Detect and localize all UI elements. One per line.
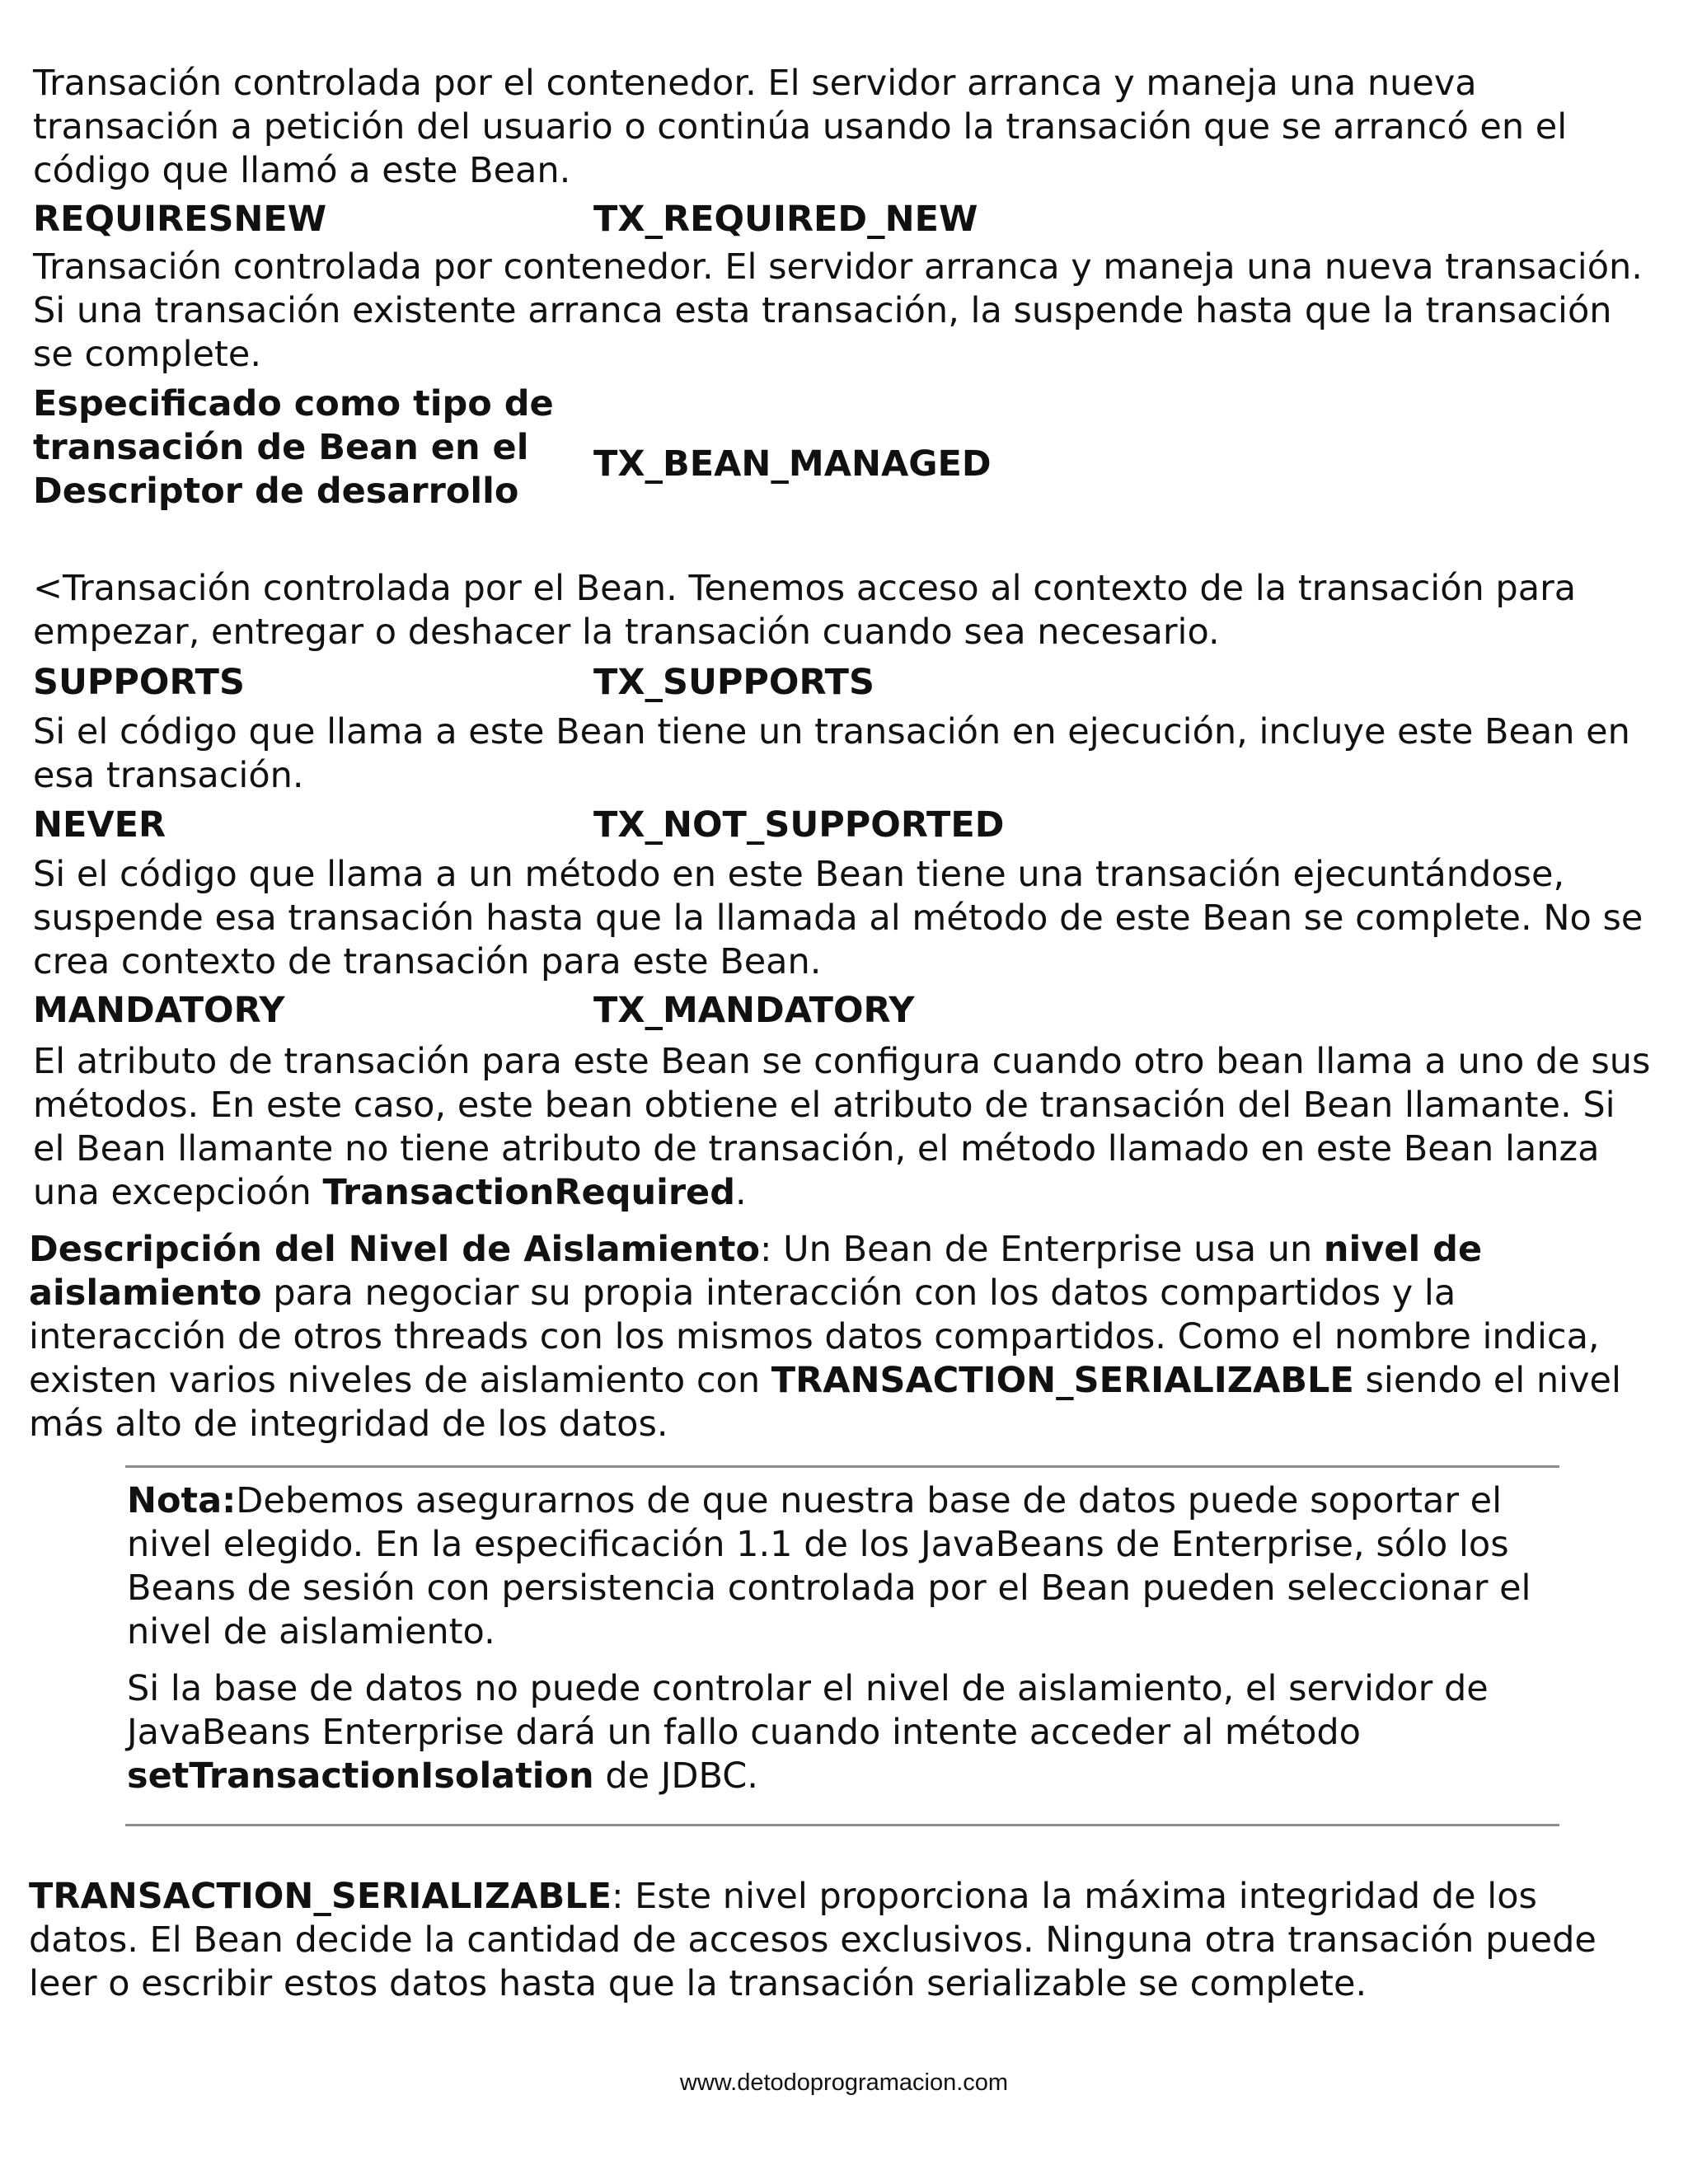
attribute-name: SUPPORTS <box>33 662 245 703</box>
attribute-constant: TX_NOT_SUPPORTED <box>593 804 1005 846</box>
isolation-term: nivel de aislamiento <box>29 1229 1483 1314</box>
attribute-description <box>33 1040 1657 1215</box>
note-text: Si la base de datos no puede controlar el nivel de aislamiento, el servidor de JavaBeans Enterprise dará un fallo cuando intente acceder al método <box>127 1668 1489 1753</box>
attribute-constant: TX_BEAN_MANAGED <box>593 443 992 485</box>
isolation-text: para negociar su propia interacción con los datos compartidos y la interacción de otros threads con los mismos datos compartidos. Como el nombre indica, existen varios niveles de aislamiento con <box>29 1272 1600 1401</box>
attribute-name: MANDATORY <box>33 990 285 1031</box>
isolation-text: siendo el nivel más alto de integridad de los datos. <box>29 1360 1621 1445</box>
serializable-paragraph <box>29 1875 1653 2006</box>
isolation-paragraph <box>29 1228 1653 1446</box>
isolation-text: : Un Bean de Enterprise usa un <box>760 1229 1324 1270</box>
intro-paragraph: Transación controlada por el contenedor. El servidor arranca y maneja una nueva transación a petición del usuario o continúa usando la transación que se arrancó en el código que llamó a este Bean. <box>33 63 1568 191</box>
note-text: Debemos asegurarnos de que nuestra base de datos puede soportar el nivel elegido. En la especificación 1.1 de los JavaBeans de Enterprise, sólo los Beans de sesión con persistencia controlada por el Bean pueden seleccionar el nivel de aislamiento. <box>127 1480 1531 1652</box>
description-text: . <box>734 1172 747 1213</box>
exception-name: TransactionRequired <box>322 1172 735 1213</box>
attribute-description: Transación controlada por contenedor. El servidor arranca y maneja una nueva transación. Si una transación existente arranca esta transación, la suspende hasta que la transación se complete. <box>33 246 1643 375</box>
note-label: Nota: <box>127 1480 237 1521</box>
attribute-constant: TX_REQUIRED_NEW <box>593 199 978 240</box>
serializable-text: : Este nivel proporciona la máxima integridad de los datos. El Bean decide la cantidad de accesos exclusivos. Ninguna otra transación puede leer o escribir estos datos hasta que la transación serializable se complete. <box>29 1876 1597 2004</box>
serializable-heading: TRANSACTION_SERIALIZABLE <box>29 1876 612 1917</box>
attribute-description: <Transación controlada por el Bean. Tenemos acceso al contexto de la transación para empezar, entregar o deshacer la transación cuando sea necesario. <box>33 568 1577 653</box>
attribute-name: REQUIRESNEW <box>33 199 327 240</box>
attribute-description: Si el código que llama a un método en este Bean tiene una transación ejecuntándose, suspende esa transación hasta que la llamada al método de este Bean se complete. No se crea contexto de transación para este Bean. <box>33 854 1643 982</box>
note-top-divider <box>125 1465 1559 1468</box>
note-bottom-divider <box>125 1824 1559 1826</box>
note-text: de JDBC. <box>593 1755 758 1797</box>
attribute-constant: TX_SUPPORTS <box>593 662 874 703</box>
footer-url: www.detodoprogramacion.com <box>679 2069 1009 2096</box>
attribute-name: Especificado como tipo de transación de Bean en el Descriptor de desarrollo <box>33 383 554 512</box>
note-paragraph <box>127 1667 1553 1798</box>
note-paragraph <box>127 1479 1553 1654</box>
attribute-name: NEVER <box>33 804 166 846</box>
note-box <box>125 1465 1559 1844</box>
attribute-constant: TX_MANDATORY <box>593 990 915 1031</box>
isolation-term: TRANSACTION_SERIALIZABLE <box>771 1360 1354 1401</box>
attribute-description: Si el código que llama a este Bean tiene un transación en ejecución, incluye este Bean en esa transación. <box>33 711 1630 796</box>
method-name: setTransactionIsolation <box>127 1755 594 1797</box>
description-text: El atributo de transación para este Bean se configura cuando otro bean llama a uno de sus métodos. En este caso, este bean obtiene el atributo de transación del Bean llamante. Si el Bean llamante no tiene atributo de transación, el método llamado en este Bean lanza una excepcioón <box>33 1041 1651 1213</box>
isolation-heading: Descripción del Nivel de Aislamiento <box>29 1229 761 1270</box>
